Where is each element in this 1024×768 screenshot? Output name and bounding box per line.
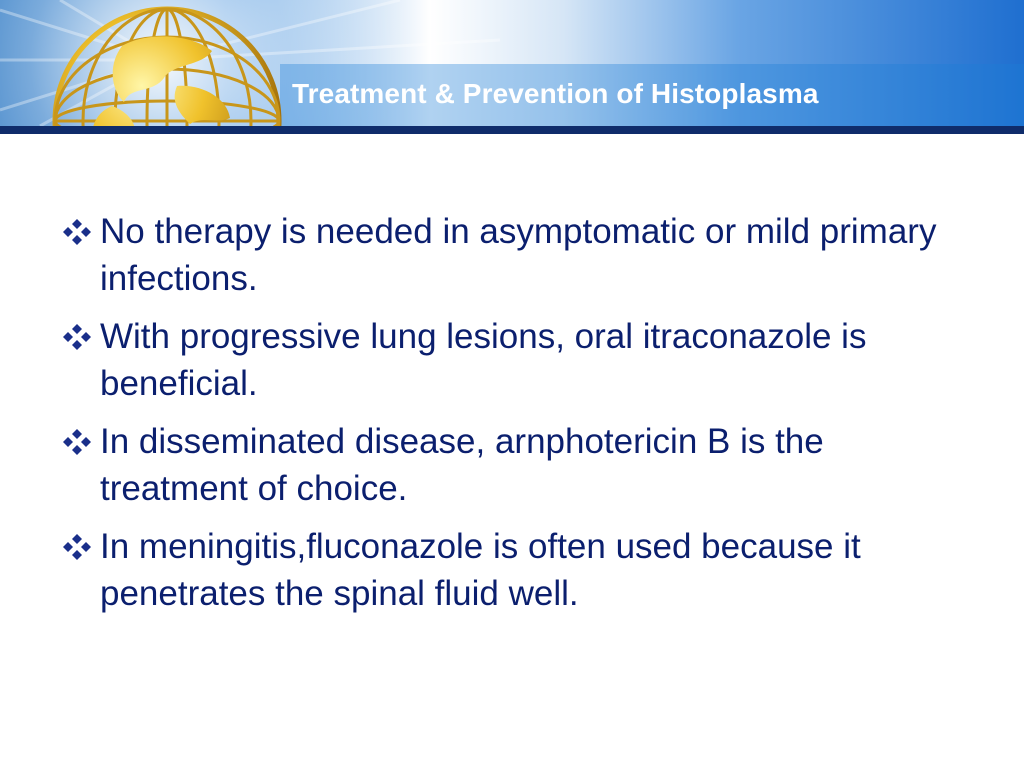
bullet-text: In disseminated disease, arnphotericin B is the treatment of choice. — [100, 422, 824, 508]
header-banner — [0, 0, 1024, 126]
bullet-text: In meningitis,fluconazole is often used because it penetrates the spinal fluid well. — [100, 527, 861, 613]
slide-title: Treatment & Prevention of Histoplasma — [292, 78, 819, 109]
bullet-item — [62, 523, 962, 617]
header-divider-stripe — [0, 126, 1024, 134]
diamond-cluster-icon — [62, 429, 92, 455]
diamond-cluster-icon — [62, 324, 92, 350]
bullet-text: With progressive lung lesions, oral itraconazole is beneficial. — [100, 317, 867, 403]
golden-globe-icon — [52, 6, 282, 126]
bullet-item — [62, 313, 962, 407]
bullet-item — [62, 418, 962, 512]
bullet-item — [62, 208, 962, 302]
bullet-list — [62, 208, 962, 628]
diamond-cluster-icon — [62, 219, 92, 245]
bullet-text: No therapy is needed in asymptomatic or mild primary infections. — [100, 212, 937, 298]
diamond-cluster-icon — [62, 534, 92, 560]
